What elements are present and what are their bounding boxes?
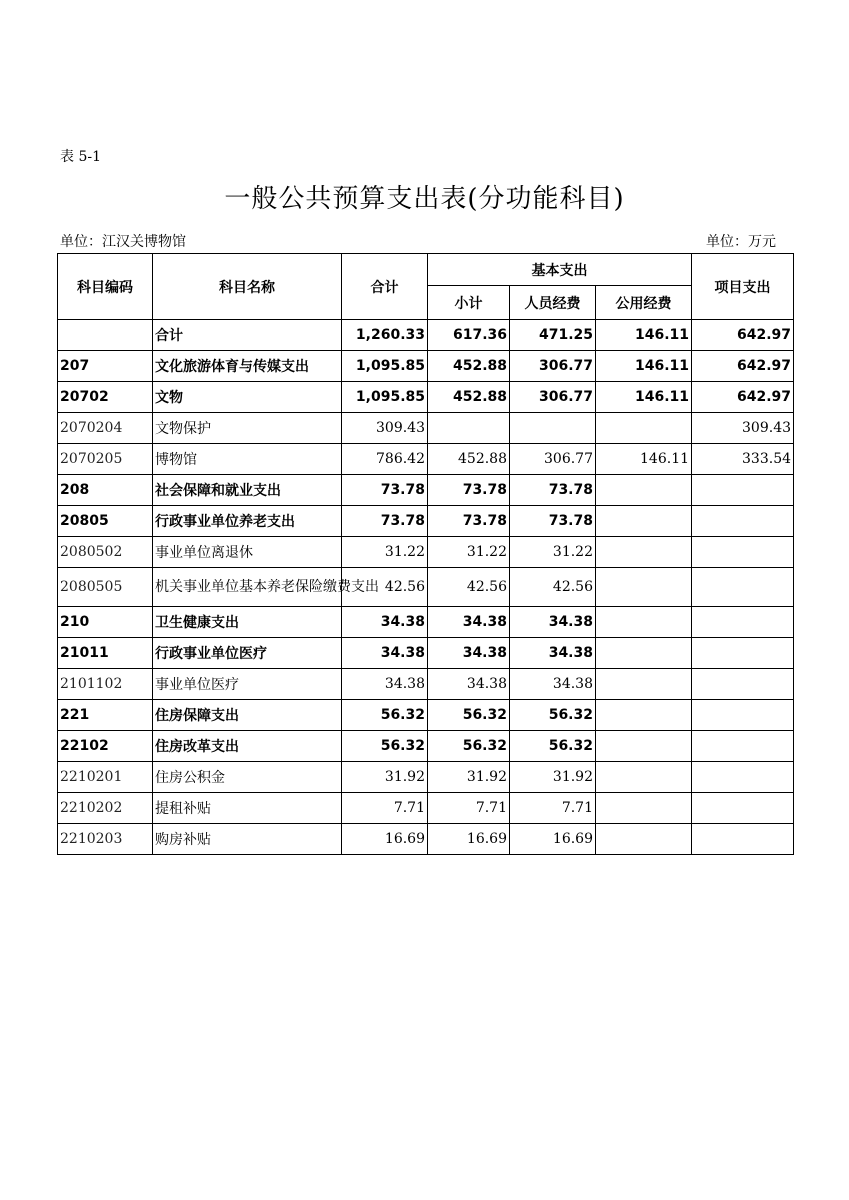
row-code: 2210203 [58, 824, 153, 855]
row-subtotal: 56.32 [428, 700, 510, 731]
row-personnel: 34.38 [510, 669, 596, 700]
row-name: 住房公积金 [153, 762, 342, 793]
table-row [58, 351, 794, 382]
table-row [58, 669, 794, 700]
row-personnel: 16.69 [510, 824, 596, 855]
row-subtotal [428, 413, 510, 444]
row-code: 2210201 [58, 762, 153, 793]
table-row [58, 506, 794, 537]
table-row [58, 568, 794, 607]
row-project [692, 700, 794, 731]
row-name: 行政事业单位养老支出 [153, 506, 342, 537]
row-total: 73.78 [342, 506, 428, 537]
row-subtotal: 7.71 [428, 793, 510, 824]
row-subtotal: 452.88 [428, 382, 510, 413]
row-project [692, 607, 794, 638]
row-subtotal: 73.78 [428, 475, 510, 506]
row-name: 住房保障支出 [153, 700, 342, 731]
header-project: 项目支出 [692, 254, 794, 320]
row-public [596, 413, 692, 444]
row-subtotal: 31.22 [428, 537, 510, 568]
row-personnel: 34.38 [510, 638, 596, 669]
row-personnel: 73.78 [510, 506, 596, 537]
row-code: 2101102 [58, 669, 153, 700]
row-total: 1,095.85 [342, 382, 428, 413]
row-personnel: 31.22 [510, 537, 596, 568]
row-name: 提租补贴 [153, 793, 342, 824]
row-project [692, 731, 794, 762]
row-project: 642.97 [692, 351, 794, 382]
row-subtotal: 16.69 [428, 824, 510, 855]
row-personnel: 34.38 [510, 607, 596, 638]
row-total: 42.56 [342, 568, 428, 607]
row-code: 210 [58, 607, 153, 638]
unit-currency: 单位：万元 [706, 234, 776, 250]
row-public [596, 638, 692, 669]
row-project [692, 506, 794, 537]
table-row [58, 444, 794, 475]
row-project: 309.43 [692, 413, 794, 444]
row-name: 文物保护 [153, 413, 342, 444]
row-subtotal: 452.88 [428, 351, 510, 382]
row-code: 221 [58, 700, 153, 731]
table-row [58, 475, 794, 506]
row-code: 2070205 [58, 444, 153, 475]
header-public: 公用经费 [596, 286, 692, 320]
table-row [58, 700, 794, 731]
row-public [596, 669, 692, 700]
row-project: 642.97 [692, 382, 794, 413]
row-public: 146.11 [596, 382, 692, 413]
row-personnel: 306.77 [510, 351, 596, 382]
row-name: 机关事业单位基本养老保险缴费支出 [153, 568, 342, 607]
row-name: 事业单位医疗 [153, 669, 342, 700]
row-name: 购房补贴 [153, 824, 342, 855]
row-total: 31.92 [342, 762, 428, 793]
row-total: 31.22 [342, 537, 428, 568]
header-basic: 基本支出 [428, 254, 692, 286]
row-total: 309.43 [342, 413, 428, 444]
row-name: 事业单位离退休 [153, 537, 342, 568]
row-personnel: 306.77 [510, 444, 596, 475]
row-project: 642.97 [692, 320, 794, 351]
row-code: 2080502 [58, 537, 153, 568]
header-subtotal: 小计 [428, 286, 510, 320]
row-public: 146.11 [596, 351, 692, 382]
row-name: 文物 [153, 382, 342, 413]
row-code [58, 320, 153, 351]
row-name: 合计 [153, 320, 342, 351]
row-code: 207 [58, 351, 153, 382]
row-public [596, 607, 692, 638]
row-personnel: 471.25 [510, 320, 596, 351]
header-total: 合计 [342, 254, 428, 320]
row-name: 卫生健康支出 [153, 607, 342, 638]
row-total: 1,095.85 [342, 351, 428, 382]
row-total: 7.71 [342, 793, 428, 824]
row-project [692, 824, 794, 855]
row-total: 56.32 [342, 731, 428, 762]
table-row [58, 793, 794, 824]
table-row [58, 537, 794, 568]
row-name: 行政事业单位医疗 [153, 638, 342, 669]
row-name: 住房改革支出 [153, 731, 342, 762]
row-public: 146.11 [596, 444, 692, 475]
row-project [692, 568, 794, 607]
row-public [596, 700, 692, 731]
row-code: 20702 [58, 382, 153, 413]
table-row [58, 762, 794, 793]
row-subtotal: 42.56 [428, 568, 510, 607]
row-name: 社会保障和就业支出 [153, 475, 342, 506]
row-name: 文化旅游体育与传媒支出 [153, 351, 342, 382]
row-total: 34.38 [342, 669, 428, 700]
table-row [58, 638, 794, 669]
row-code: 2080505 [58, 568, 153, 607]
row-project [692, 475, 794, 506]
header-code: 科目编码 [58, 254, 153, 320]
row-personnel: 56.32 [510, 731, 596, 762]
row-total: 34.38 [342, 638, 428, 669]
row-subtotal: 452.88 [428, 444, 510, 475]
row-public [596, 568, 692, 607]
row-public [596, 731, 692, 762]
row-total: 73.78 [342, 475, 428, 506]
row-personnel: 7.71 [510, 793, 596, 824]
row-subtotal: 34.38 [428, 607, 510, 638]
row-total: 786.42 [342, 444, 428, 475]
table-row [58, 824, 794, 855]
row-subtotal: 34.38 [428, 638, 510, 669]
row-project [692, 793, 794, 824]
row-total: 56.32 [342, 700, 428, 731]
row-public [596, 762, 692, 793]
row-personnel: 306.77 [510, 382, 596, 413]
row-personnel: 73.78 [510, 475, 596, 506]
row-personnel: 42.56 [510, 568, 596, 607]
row-code: 22102 [58, 731, 153, 762]
row-total: 1,260.33 [342, 320, 428, 351]
row-subtotal: 31.92 [428, 762, 510, 793]
row-personnel: 56.32 [510, 700, 596, 731]
unit-organization: 单位：江汉关博物馆 [60, 234, 186, 250]
row-public [596, 475, 692, 506]
row-public: 146.11 [596, 320, 692, 351]
row-subtotal: 34.38 [428, 669, 510, 700]
budget-table [57, 253, 794, 855]
row-personnel [510, 413, 596, 444]
row-code: 2210202 [58, 793, 153, 824]
row-code: 2070204 [58, 413, 153, 444]
row-name: 博物馆 [153, 444, 342, 475]
row-personnel: 31.92 [510, 762, 596, 793]
row-code: 208 [58, 475, 153, 506]
row-project [692, 638, 794, 669]
row-subtotal: 56.32 [428, 731, 510, 762]
table-row [58, 413, 794, 444]
table-row [58, 382, 794, 413]
table-row [58, 320, 794, 351]
row-public [596, 537, 692, 568]
row-public [596, 793, 692, 824]
row-project [692, 537, 794, 568]
row-project [692, 762, 794, 793]
row-project [692, 669, 794, 700]
table-row [58, 731, 794, 762]
row-total: 16.69 [342, 824, 428, 855]
table-number: 表 5-1 [60, 149, 101, 165]
row-subtotal: 617.36 [428, 320, 510, 351]
page-title: 一般公共预算支出表(分功能科目) [224, 184, 625, 214]
table-row [58, 607, 794, 638]
row-public [596, 824, 692, 855]
table-body [58, 320, 794, 855]
row-code: 20805 [58, 506, 153, 537]
header-personnel: 人员经费 [510, 286, 596, 320]
row-total: 34.38 [342, 607, 428, 638]
row-code: 21011 [58, 638, 153, 669]
row-public [596, 506, 692, 537]
header-name: 科目名称 [153, 254, 342, 320]
row-project: 333.54 [692, 444, 794, 475]
row-subtotal: 73.78 [428, 506, 510, 537]
